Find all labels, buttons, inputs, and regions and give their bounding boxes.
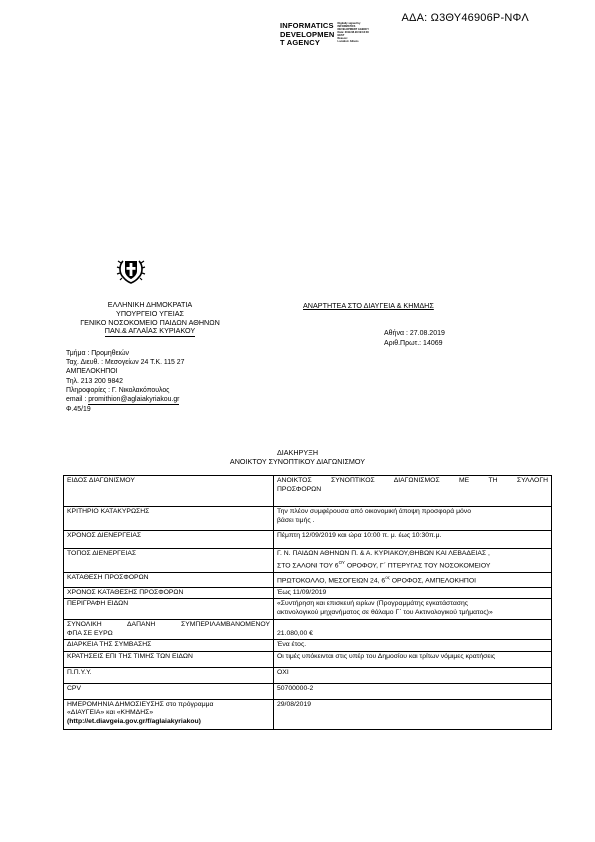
row-value: 29/08/2019 [274,699,552,729]
hospital-line: ΓΕΝΙΚΟ ΝΟΣΟΚΟΜΕΙΟ ΠΑΙΔΩΝ ΑΘΗΝΩΝ [80,317,220,327]
greek-coat-of-arms-icon [114,252,148,286]
table-row [64,573,552,588]
table-row [64,507,552,531]
row-value: Γ. Ν. ΠΑΙΔΩΝ ΑΘΗΝΩΝ Π. & Α. ΚΥΡΙΑΚΟΥ,ΘΗΒΩΝ ΚΑΙ ΛΕΒΑΔΕΙΑΣ , ΣΤΟ ΣΑΛΟΝΙ ΤΟΥ $6^{O\Upsilon}$ ΟΡΟΦΟΥ, Γ΄ ΠΤΕΡΥΓΑΣ ΤΟΥ ΝΟΣΟΚΟΜΕΙΟΥ [274,549,552,573]
row-value: Την πλέον συμφέρουσα από οικονομική άποψη προσφορά μόνο βάσει τιμής . [274,507,552,531]
email-link[interactable]: promithion@aglaiakyriakou.gr [88,395,179,405]
row-label: ΚΑΤΑΘΕΣΗ ΠΡΟΣΦΟΡΩΝ [64,573,274,588]
table-row [64,549,552,573]
table-row [64,640,552,652]
table-row [64,476,552,507]
department: Τμήμα : Προμηθειών [66,350,129,357]
table-row [64,531,552,549]
row-value: Πέμπτη 12/09/2019 και ώρα 10:00 π. μ. έως 10:30π.μ. [274,531,552,549]
row-value: Έως 11/09/2019 [274,587,552,599]
signature-org-name: INFORMATICS DEVELOPMEN T AGENCY [280,21,335,48]
phone: Τηλ. 213 200 9842 [66,377,123,385]
row-label: ΗΜΕΡΟΜΗΝΙΑ ΔΗΜΟΣΙΕΥΣΗΣ στο πρόγραμμα «ΔΙΑΥΓΕΙΑ» και «ΚΗΜΔΗΣ» (http://et.diavgeia.gov.gr/f/aglaiakyriakou) [64,699,274,729]
row-value: ΠΡΩΤΟΚΟΛΛΟ, ΜΕΣΟΓΕΙΩΝ 24, $6^{o\varsigma}$ ΟΡΟΦΟΣ, ΑΜΠΕΛΟΚΗΠΟΙ [274,573,552,588]
signature-details: Digitally signed by INFORMATICS DEVELOPMENT AGENCY Date: 2019.08.29 09:16:30 EEST Reason: Location: Athens [337,22,369,43]
row-value: 21.080,00 € [274,620,552,640]
ada-code: ΑΔΑ: Ω3ΘΥ46906Ρ-ΝΦΛ [401,12,529,24]
row-label: CPV [64,683,274,699]
date-protocol-block [384,329,445,349]
table-row [64,683,552,699]
file-number: Φ.45/19 [66,406,91,414]
row-label: ΕΙΔΟΣ ΔΙΑΓΩΝΙΣΜΟΥ [64,476,274,507]
row-value: ΟΧΙ [274,667,552,683]
email-line: email : promithion@aglaiakyriakou.gr [66,395,184,405]
table-row [64,651,552,667]
row-label: ΔΙΑΡΚΕΙΑ ΤΗΣ ΣΥΜΒΑΣΗΣ [64,640,274,652]
row-label: ΧΡΟΝΟΣ ΔΙΕΝΕΡΓΕΙΑΣ [64,531,274,549]
row-label: ΤΟΠΟΣ ΔΙΕΝΕΡΓΕΙΑΣ [64,549,274,573]
row-value: Οι τιμές υπόκεινται στις υπέρ του Δημοσίου και τρίτων νόμιμες κρατήσεις [274,651,552,667]
protocol-number: Αριθ.Πρωτ.: 14069 [384,340,443,347]
row-value: «Συντήρηση και επισκευή ειρίων (Προγραμμάτης εγκατάστασης ακτινολογικού μηχανήματος σε θάλαμο Γ΄ του Ακτινολογικού τμήματος)» [274,599,552,620]
tender-details-table [63,475,552,730]
diavgeia-link[interactable]: (http://et.diavgeia.gov.gr/f/aglaiakyriakou) [67,717,201,725]
document-title: ΔΙΑΚΗΡΥΞΗ ΑΝΟΙΚΤΟΥ ΣΥΝΟΠΤΙΚΟΥ ΔΙΑΓΩΝΙΣΜΟΥ [229,448,366,466]
digital-signature-block [280,22,369,48]
contact-person: Πληροφορίες : Γ. Νικολακόπουλος [66,386,170,394]
row-value: Ένα έτος. [274,640,552,652]
issuer-header [50,301,250,337]
row-label: ΚΡΑΤΗΣΕΙΣ ΕΠΙ ΤΗΣ ΤΙΜΗΣ ΤΩΝ ΕΙΔΩΝ [64,651,274,667]
table-row [64,599,552,620]
table-row [64,620,552,640]
row-label: ΚΡΙΤΗΡΙΟ ΚΑΤΑΚΥΡΩΣΗΣ [64,507,274,531]
publication-notice: ΑΝΑΡΤΗΤΕΑ ΣΤΟ ΔΙΑΥΓΕΙΑ & ΚΗΜΔΗΣ [303,301,434,310]
contact-block [66,349,184,414]
row-label: ΧΡΟΝΟΣ ΚΑΤΑΘΕΣΗΣ ΠΡΟΣΦΟΡΩΝ [64,587,274,599]
row-value: ΑΝΟΙΚΤΟΣ ΣΥΝΟΠΤΙΚΟΣ ΔΙΑΓΩΝΙΣΜΟΣ ΜΕ ΤΗ ΣΥΛΛΟΓΗ ΠΡΟΣΦΟΡΩΝ [274,476,552,507]
table-row [64,667,552,683]
country-line: ΕΛΛΗΝΙΚΗ ΔΗΜΟΚΡΑΤΙΑ [107,300,193,309]
postal-address: Ταχ. Διευθ. : Μεσογείων 24 Τ.Κ. 115 27 [66,359,185,367]
row-label: Π.Π.Υ.Υ. [64,667,274,683]
row-label: ΣΥΝΟΛΙΚΗ ΔΑΠΑΝΗ ΣΥΜΠΕΡΙΛΑΜΒΑΝΟΜΕΝΟΥ ΦΠΑ ΣΕ ΕΥΡΩ [64,620,274,640]
ministry-line: ΥΠΟΥΡΓΕΙΟ ΥΓΕΙΑΣ [116,308,184,318]
table-row [64,587,552,599]
issue-date: Αθήνα : 27.08.2019 [384,330,445,337]
row-value: 50700000-2 [274,683,552,699]
table-row [64,699,552,729]
row-label: ΠΕΡΙΓΡΑΦΗ ΕΙΔΩΝ [64,599,274,620]
area: ΑΜΠΕΛΟΚΗΠΟΙ [66,368,118,376]
hospital-name-line: ΠΑΝ.& ΑΓΛΑΪΑΣ ΚΥΡΙΑΚΟΥ [104,326,196,336]
